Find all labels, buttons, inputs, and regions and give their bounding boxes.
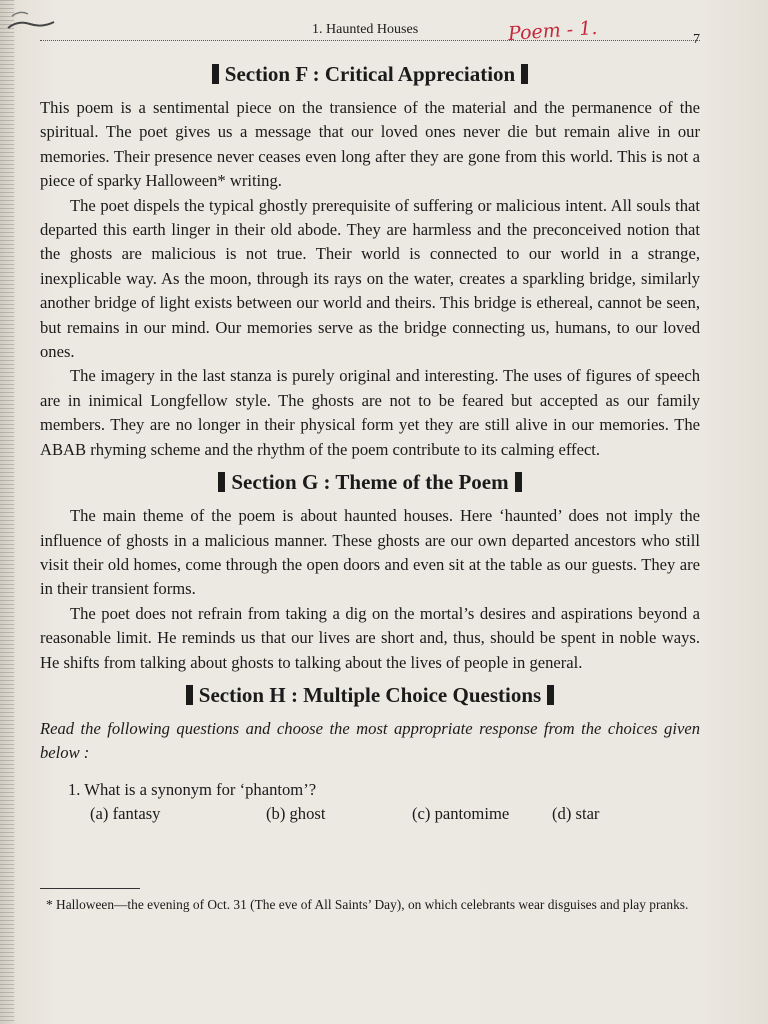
section-g-title: Section G : Theme of the Poem [231, 470, 509, 495]
section-f-title: Section F : Critical Appreciation [224, 62, 516, 86]
option-d: (d) star [552, 804, 600, 824]
page-binding-gutter [0, 0, 14, 1024]
option-b: (b) ghost [266, 804, 326, 824]
footnote [40, 888, 700, 914]
paragraph: This poem is a sentimental piece on the transience of the material and the permanence of the spiritual. The poet gives us a message that our loved ones never die but remain alive in our memories. Their presence never ceases even long after they are gone from this world. This is not a piece of sparky Halloween* writing. [40, 98, 700, 191]
section-heading [40, 681, 700, 709]
running-header [40, 16, 700, 48]
section-heading [40, 60, 700, 88]
option-a: (a) fantasy [90, 804, 161, 824]
answer-options [90, 802, 610, 826]
question-text: 1. What is a synonym for ‘phantom’? [68, 779, 317, 799]
running-title: 1. Haunted Houses [312, 22, 419, 37]
paragraph: The imagery in the last stanza is purely original and interesting. The uses of figures of speech are in inimical Longfellow style. The ghosts are not to be feared but accepted as our family members. They are no longer in their physical form yet they are still alive in our memories. The ABAB rhyming scheme and the rhythm of the poem contribute to its calming effect. [40, 366, 700, 459]
heading-bar-left [212, 64, 219, 84]
paragraph: The main theme of the poem is about haunted houses. Here ‘haunted’ does not imply the influence of ghosts in a malicious manner. These ghosts are our own departed ancestors who still visit their old homes, come through the open doors and even sit at the table as our guests. They are in their transient forms. [40, 506, 700, 599]
option-c: (c) pantomime [412, 804, 510, 824]
footnote-text: * Halloween—the evening of Oct. 31 (The eve of All Saints’ Day), on which celebrants wear disguises and play pranks. [46, 897, 689, 912]
section-g [40, 468, 700, 675]
footnote-rule [40, 888, 140, 889]
paragraph: The poet does not refrain from taking a dig on the mortal’s desires and aspirations beyond a reasonable limit. He reminds us that our lives are short and, thus, should be spent in noble ways. He shifts from talking about ghosts to talking about the lives of people in general. [40, 603, 700, 672]
paragraph: The poet dispels the typical ghostly prerequisite of suffering or malicious intent. All souls that departed this earth linger in their old abode. They are harmless and the preconceived notion that the ghosts are malicious is not true. Their world is connected to our world in a strange, inexplicable way. As the moon, through its rays on the water, creates a sparkling bridge, similarly another bridge of light exists between our world and theirs. This bridge is ethereal, cannot be seen, but remains in our mind. Our memories serve as the bridge connecting us, humans, to our loved ones. [40, 195, 700, 362]
section-h-title: Section H : Multiple Choice Questions [198, 682, 542, 707]
section-heading [40, 468, 700, 496]
heading-bar-left [218, 472, 225, 492]
page-content [40, 54, 700, 827]
heading-bar-right [521, 64, 528, 84]
page-number: 7 [693, 32, 700, 47]
instructions: Read the following questions and choose the most appropriate response from the choices given below : [40, 718, 700, 763]
section-h [40, 681, 700, 827]
heading-bar-right [515, 472, 522, 492]
handwritten-note: Poem - 1. [507, 16, 599, 46]
heading-bar-right [547, 685, 554, 705]
section-f [40, 60, 700, 462]
heading-bar-left [186, 685, 193, 705]
header-rule [40, 40, 700, 41]
